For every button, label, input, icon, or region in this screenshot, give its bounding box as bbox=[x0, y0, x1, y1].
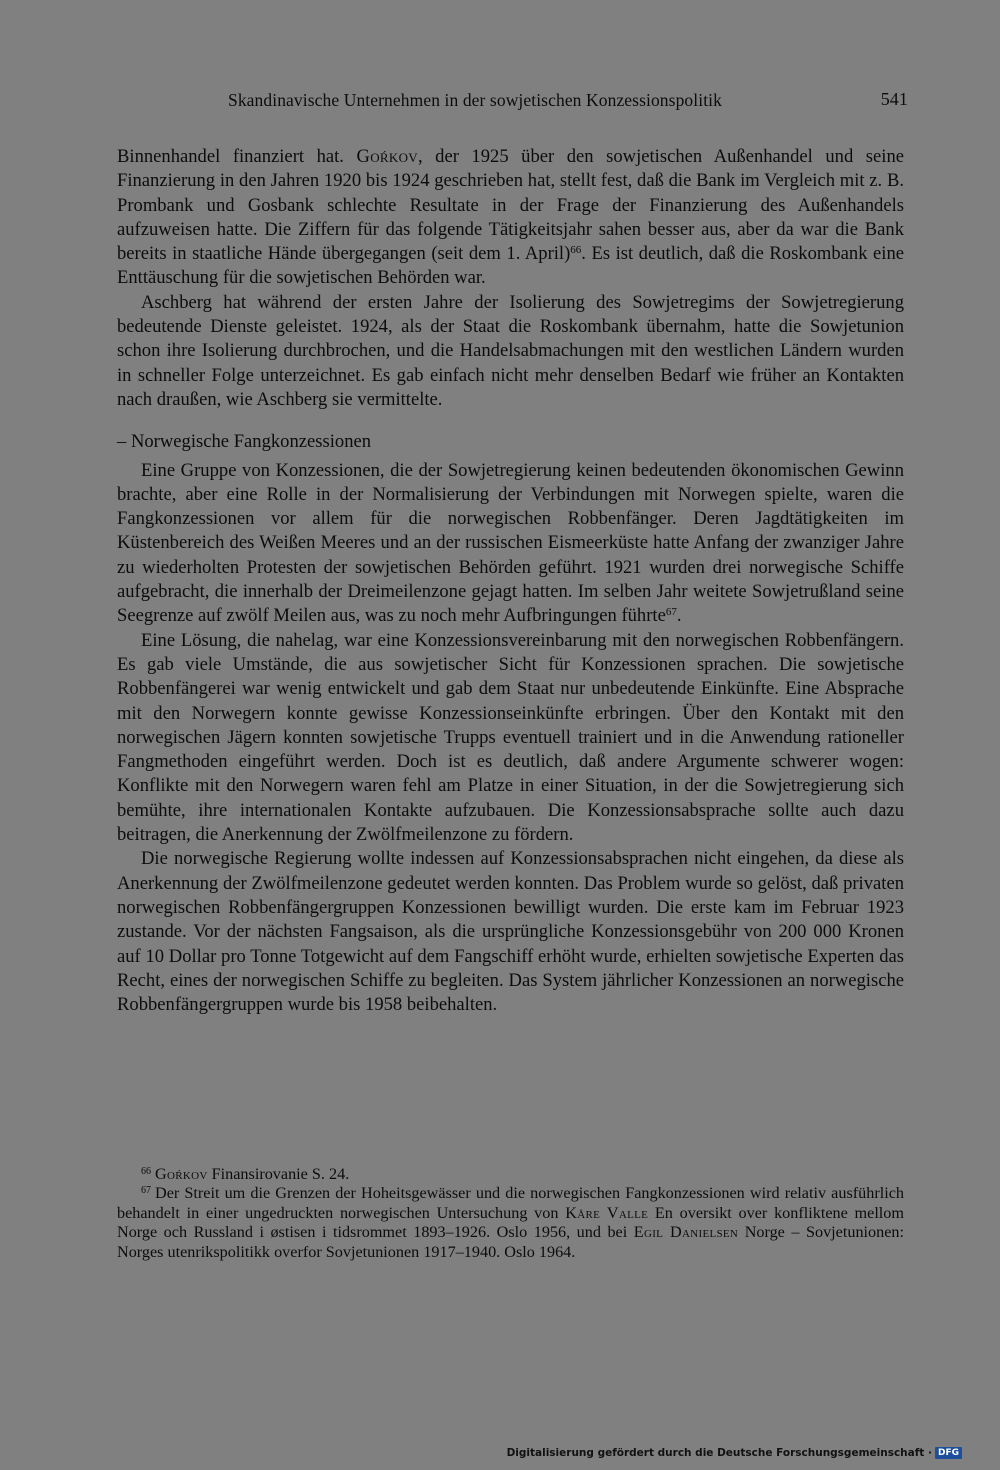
footnote-67-author-valle: Kåre Valle bbox=[565, 1203, 649, 1222]
footnote-66-author: Goŕkov bbox=[155, 1165, 208, 1183]
paragraph-3-text-a: Eine Gruppe von Konzessionen, die der Sowjetregierung keinen bedeutenden ökonomischen Gewinn brachte, aber eine Rolle in der Normalisierung der Verbindungen mit Norwegen spielte, waren die Fangkonzessionen vor allem für die norwegischen Robbenfänger. Deren Jagdtätigkeiten im Küstenbereich des Weißen Meeres und an der russischen Eismeerküste hatte Anfang der zwanziger Jahre zu wiederholten Protesten der sowjetischen Behörden geführt. 1921 wurden drei norwegische Schiffe aufgebracht, die innerhalb der Dreimeilenzone gejagt hatten. Im selben Jahr weitete Sowjetrußland seine Seegrenze auf zwölf Meilen aus, was zu noch mehr Aufbringungen führte bbox=[117, 459, 904, 627]
footnote-66 bbox=[117, 1165, 904, 1184]
page-number: 541 bbox=[880, 89, 908, 109]
footnote-67-number: 67 bbox=[141, 1185, 151, 1197]
paragraph-5: Die norwegische Regierung wollte indessen auf Konzessionsabsprachen nicht eingehen, da diese als Anerkennung der Zwölfmeilenzone gedeutet werden konnten. Das Problem wurde so gelöst, daß privaten norwegischen Robbenfängergruppen Konzessionen bewilligt wurden. Die erste kam im Februar 1923 zustande. Vor der nächsten Fangsaison, als die ursprüngliche Konzessionsgebühr von 200 000 Kronen auf 10 Dollar pro Tonne Totgewicht auf dem Fangschiff erhöht wurde, erhielten sowjetische Experten das Recht, eines der norwegischen Schiffe zu begleiten. Das System jährlicher Konzessionen an norwegische Robbenfängergruppen wurde bis 1958 beibehalten. bbox=[117, 848, 904, 1016]
footnotes bbox=[117, 1165, 904, 1262]
main-text bbox=[117, 145, 904, 1017]
paragraph-1-text-c: . Es ist deutlich, daß die Roskombank eine Enttäuschung für die sowjetischen Behörden war. bbox=[117, 243, 904, 289]
footnote-ref-66[interactable]: 66 bbox=[570, 244, 582, 257]
dfg-logo: DFG bbox=[935, 1447, 962, 1459]
paragraph-3 bbox=[117, 459, 904, 629]
section-heading: – Norwegische Fangkonzessionen bbox=[117, 431, 372, 453]
footnote-66-text: Finansirovanie S. 24. bbox=[207, 1165, 350, 1183]
paragraph-3-text-b: . bbox=[676, 605, 682, 627]
author-name-gorkov: Goŕkov bbox=[356, 146, 418, 167]
running-title: Skandinavische Unternehmen in der sowjetischen Konzessionspolitik bbox=[228, 90, 722, 110]
paragraph-2: Aschberg hat während der ersten Jahre der Isolierung des Sowjetregims der Sowjetregierung bedeutende Dienste geleistet. 1924, als der Staat die Roskombank übernahm, hatte die Sowjetunion schon ihre Isolierung durchbrochen, und die Handelsabmachungen mit den westlichen Ländern wurden in schneller Folge unterzeichnet. Es gab einfach nicht mehr denselben Bedarf wie früher an Kontakten nach draußen, wie Aschberg sie vermittelte. bbox=[117, 291, 904, 410]
paragraph-1-text-b: , der 1925 über den sowjetischen Außenhandel und seine Finanzierung in den Jahren 1920 bis 1924 geschrieben hat, stellt fest, daß die Bank im Vergleich mit z. B. Prombank und Gosbank schlechte Resultate in der Frage der Finanzierung des Außenhandels aufzuweisen hatte. Die Ziffern für das folgende Tätigkeitsjahr sahen besser aus, aber da war die Bank bereits in staatliche Hände übergegangen (seit dem 1. April) bbox=[117, 146, 904, 265]
footnote-67-text-c: Norge – Sovjetunionen: Norges utenrikspolitikk overfor Sovjetunionen 1917–1940. Oslo 1964. bbox=[117, 1223, 904, 1261]
footnote-66-number: 66 bbox=[141, 1166, 151, 1177]
paragraph-1 bbox=[117, 145, 904, 291]
credit-text: Digitalisierung gefördert durch die Deutsche Forschungsgemeinschaft · bbox=[506, 1447, 932, 1459]
footnote-67 bbox=[117, 1184, 904, 1262]
footnote-ref-67[interactable]: 67 bbox=[665, 606, 677, 619]
footnote-67-text-b: En oversikt over konfliktene mellom Norge och Russland i østisen i tidsrommet 1893–1926. Oslo 1956, und bei bbox=[117, 1203, 904, 1242]
paragraph-4: Eine Lösung, die nahelag, war eine Konzessionsvereinbarung mit den norwegischen Robbenfängern. Es gab viele Umstände, die aus sowjetischer Sicht für Konzessionen sprachen. Die sowjetische Robbenfängerei war wenig entwickelt und gab dem Staat nur unbedeutende Einkünfte. Eine Absprache mit den Norwegern konnte gewisse Konzessionseinkünfte erbringen. Über den Kontakt mit den norwegischen Jägern konnten sowjetische Trupps eventuell trainiert und in die Anwendung rationeller Fangmethoden eingeführt werden. Doch ist es deutlich, daß andere Argumente schwerer wogen: Konflikte mit den Norwegern waren fehl am Platze in einer Situation, in der die Sowjetregierung sich bemühte, ihre internationalen Kontakte aufzubauen. Die Konzessionsabsprache sollte auch dazu beitragen, die Anerkennung der Zwölfmeilenzone zu fördern. bbox=[117, 629, 904, 846]
paragraph-1-text-a: Binnenhandel finanziert hat. bbox=[117, 146, 357, 167]
footnote-67-text-a: Der Streit um die Grenzen der Hoheitsgewässer und die norwegischen Fangkonzessionen wird relativ ausführlich behandelt in einer ungedruckten norwegischen Untersuchung von bbox=[117, 1184, 904, 1222]
digitization-credit bbox=[507, 1447, 962, 1459]
footnote-67-author-danielsen: Egil Danielsen bbox=[633, 1223, 739, 1242]
